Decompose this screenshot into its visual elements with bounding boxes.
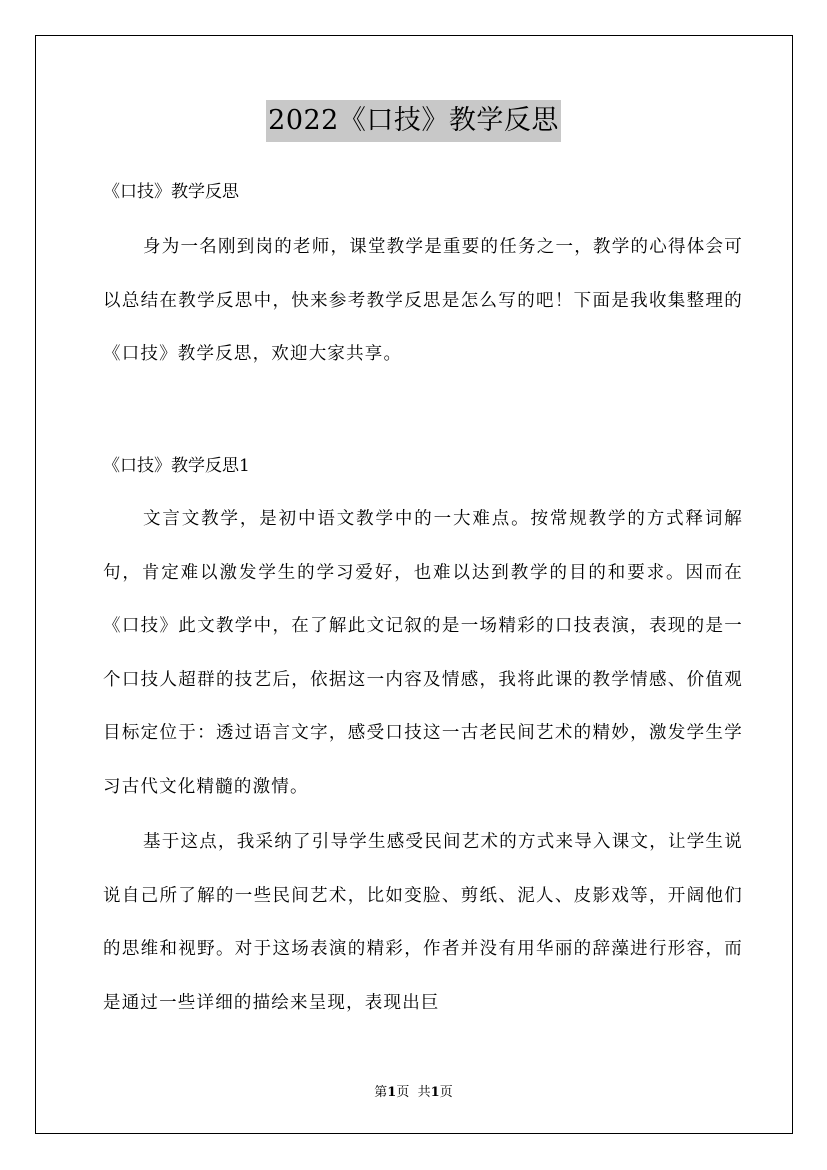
document-subtitle: 《口技》教学反思 xyxy=(103,182,239,202)
page-label-suffix: 页 xyxy=(396,1085,410,1100)
page-label-prefix: 第 xyxy=(374,1085,388,1100)
total-label-prefix: 共 xyxy=(417,1085,431,1100)
page-number: 1 xyxy=(387,1085,397,1100)
body-paragraph-2: 基于这点，我采纳了引导学生感受民间艺术的方式来导入课文，让学生说说自己所了解的一些民间艺术，比如变脸、剪纸、泥人、皮影戏等，开阔他们的思维和视野。对于这场表演的精彩，作者并没有用华丽的辞藻进行形容，而是通过一些详细的描绘来呈现，表现出巨 xyxy=(103,832,743,1013)
section-heading: 《口技》教学反思1 xyxy=(103,456,250,476)
total-pages: 1 xyxy=(430,1085,440,1100)
total-label-suffix: 页 xyxy=(439,1085,453,1100)
body-paragraph-1: 文言文教学，是初中语文教学中的一大难点。按常规教学的方式释词解句，肯定难以激发学生的学习爱好，也难以达到教学的目的和要求。因而在《口技》此文教学中，在了解此文记叙的是一场精彩的口技表演，表现的是一个口技人超群的技艺后，依据这一内容及情感，我将此课的教学情感、价值观目标定位于：透过语言文字，感受口技这一古老民间艺术的精妙，激发学生学习古代文化精髓的激情。 xyxy=(103,509,743,797)
document-title: 2022《口技》教学反思 xyxy=(266,100,561,142)
title-container xyxy=(0,100,827,142)
intro-paragraph: 身为一名刚到岗的老师，课堂教学是重要的任务之一，教学的心得体会可以总结在教学反思中，快来参考教学反思是怎么写的吧！下面是我收集整理的《口技》教学反思，欢迎大家共享。 xyxy=(103,237,743,364)
page-footer xyxy=(0,1083,827,1103)
